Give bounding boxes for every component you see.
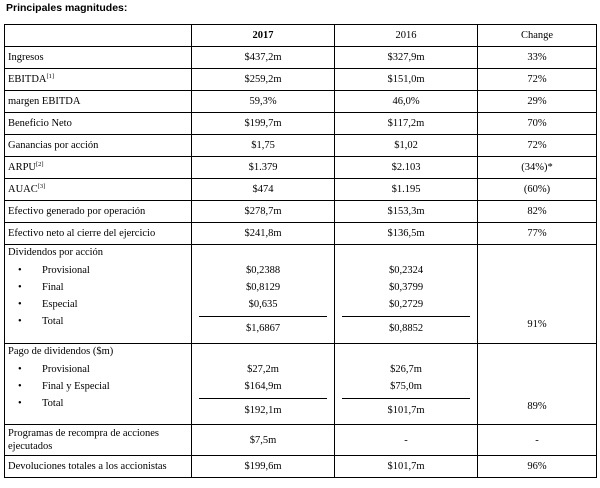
list-item: • Total	[18, 316, 64, 327]
footnote-marker: [3]	[37, 183, 46, 190]
header-label	[5, 25, 192, 47]
payments-change-cell	[478, 344, 597, 425]
value: $0,8129	[245, 282, 281, 293]
list-item: • Final y Especial	[18, 381, 110, 392]
table-row	[5, 113, 597, 135]
table-header-row	[5, 25, 597, 47]
row-label: margen EBITDA	[5, 91, 192, 113]
value-2016: 46,0%	[335, 91, 478, 113]
table-row	[5, 157, 597, 179]
value-2016: $1.195	[335, 179, 478, 201]
dividends-per-share-group	[5, 245, 597, 344]
change-value: 29%	[478, 91, 597, 113]
payments-2016-cell	[335, 344, 478, 425]
dividends-2017-cell	[192, 245, 335, 344]
table-row	[5, 69, 597, 91]
list-item: • Provisional	[18, 364, 90, 375]
payments-title: Pago de dividendos ($m)	[8, 346, 114, 357]
value-2016: $1,02	[335, 135, 478, 157]
value: $0,2324	[388, 265, 424, 276]
row-label: Beneficio Neto	[5, 113, 192, 135]
payments-2017-cell	[192, 344, 335, 425]
row-label: Efectivo neto al cierre del ejercicio	[5, 223, 192, 245]
returns-2017: $199,6m	[192, 456, 335, 478]
table-row	[5, 456, 597, 478]
dividends-title: Dividendos por acción	[8, 247, 104, 258]
value-2016: $153,3m	[335, 201, 478, 223]
table-row	[5, 179, 597, 201]
table-row	[5, 135, 597, 157]
dividend-payments-group	[5, 344, 597, 425]
table-row	[5, 91, 597, 113]
footnote-marker: [1]	[46, 73, 55, 80]
row-label: AUAC[3]	[5, 179, 192, 201]
header-2017: 2017	[192, 25, 335, 47]
key-figures-table	[4, 24, 597, 478]
value: $26,7m	[390, 364, 422, 375]
value: $27,2m	[247, 364, 279, 375]
value-2016: $151,0m	[335, 69, 478, 91]
value: $0,635	[248, 299, 278, 310]
value-2016: $117,2m	[335, 113, 478, 135]
change-value: 72%	[478, 135, 597, 157]
change-value: 72%	[478, 69, 597, 91]
table-row	[5, 425, 597, 456]
row-label: EBITDA[1]	[5, 69, 192, 91]
value-2017: $1.379	[192, 157, 335, 179]
dividends-list	[18, 262, 188, 330]
total-value: $0,8852	[342, 316, 470, 337]
value: $164,9m	[244, 381, 282, 392]
row-label: Efectivo generado por operación	[5, 201, 192, 223]
value-2017: $1,75	[192, 135, 335, 157]
dividends-change-cell	[478, 245, 597, 344]
header-2016: 2016	[335, 25, 478, 47]
buyback-label: Programas de recompra de acciones ejecutados	[5, 425, 192, 456]
change-value: 89%	[527, 401, 547, 412]
header-change: Change	[478, 25, 597, 47]
value-2017: $241,8m	[192, 223, 335, 245]
total-value: $1,6867	[199, 316, 327, 337]
total-value: $192,1m	[199, 398, 327, 419]
table-row	[5, 201, 597, 223]
list-item: • Total	[18, 398, 64, 409]
value-2017: $199,7m	[192, 113, 335, 135]
value: $0,3799	[388, 282, 424, 293]
value-2017: $278,7m	[192, 201, 335, 223]
value-2016: $2.103	[335, 157, 478, 179]
change-value: (34%)*	[478, 157, 597, 179]
buyback-2016: -	[335, 425, 478, 456]
table-row	[5, 47, 597, 69]
value-2017: 59,3%	[192, 91, 335, 113]
returns-change: 96%	[478, 456, 597, 478]
change-value: (60%)	[478, 179, 597, 201]
row-label: Ganancias por acción	[5, 135, 192, 157]
value-2016: $327,9m	[335, 47, 478, 69]
payments-label-cell	[5, 344, 192, 425]
total-value: $101,7m	[342, 398, 470, 419]
change-value: 70%	[478, 113, 597, 135]
list-item: • Especial	[18, 299, 78, 310]
page-title: Principales magnitudes:	[6, 2, 128, 14]
value-2016: $136,5m	[335, 223, 478, 245]
table-row	[5, 223, 597, 245]
value-2017: $474	[192, 179, 335, 201]
row-label: Ingresos	[5, 47, 192, 69]
row-label: ARPU[2]	[5, 157, 192, 179]
value: $0,2729	[388, 299, 424, 310]
value-2017: $437,2m	[192, 47, 335, 69]
dividends-label-cell	[5, 245, 192, 344]
change-value: 82%	[478, 201, 597, 223]
list-item: • Final	[18, 282, 64, 293]
change-value: 91%	[527, 319, 547, 330]
list-item: • Provisional	[18, 265, 90, 276]
returns-2016: $101,7m	[335, 456, 478, 478]
dividends-2016-cell	[335, 245, 478, 344]
change-value: 77%	[478, 223, 597, 245]
buyback-2017: $7,5m	[192, 425, 335, 456]
change-value: 33%	[478, 47, 597, 69]
returns-label: Devoluciones totales a los accionistas	[5, 456, 192, 478]
value: $75,0m	[390, 381, 422, 392]
payments-list	[18, 361, 188, 412]
value: $0,2388	[245, 265, 281, 276]
value-2017: $259,2m	[192, 69, 335, 91]
buyback-change: -	[478, 425, 597, 456]
footnote-marker: [2]	[36, 161, 44, 168]
